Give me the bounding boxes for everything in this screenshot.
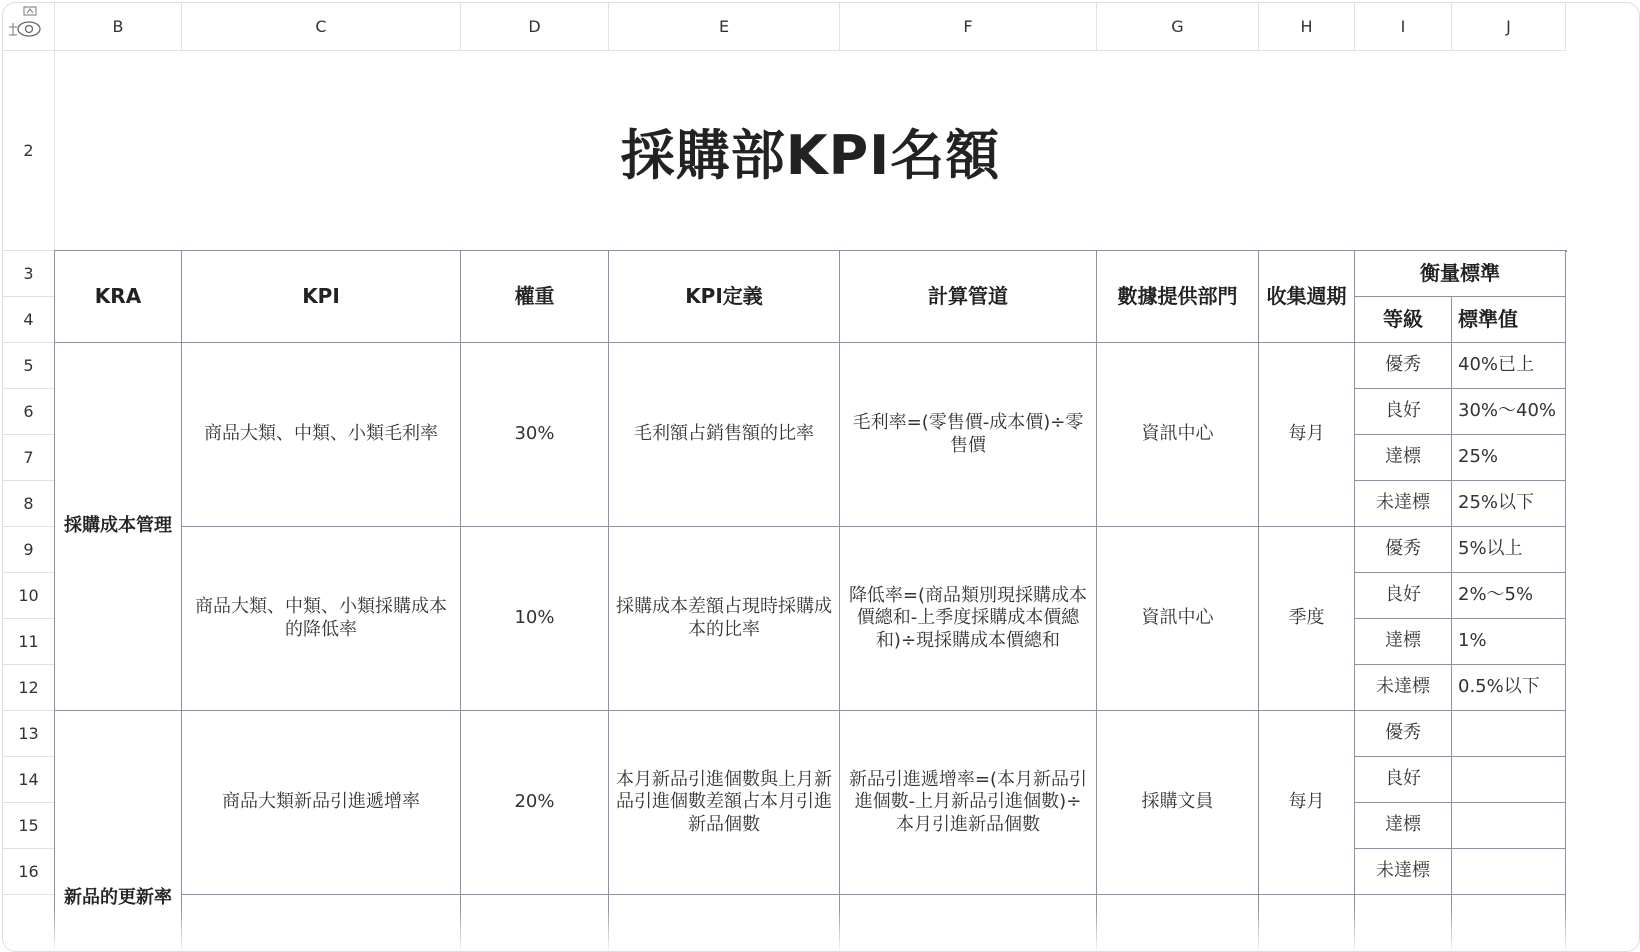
row-header-16[interactable]: 16 — [3, 849, 55, 895]
level-cell[interactable]: 達標 — [1355, 619, 1452, 665]
kpi-collect-cycle[interactable]: 每月 — [1259, 711, 1355, 895]
row-header-5[interactable]: 5 — [3, 343, 55, 389]
column-header-g[interactable]: G — [1097, 3, 1259, 51]
select-all-corner[interactable] — [3, 3, 55, 51]
kpi-collect-cycle[interactable]: 每月 — [1259, 343, 1355, 527]
standard-value-cell[interactable]: 30%～40% — [1452, 389, 1566, 435]
visibility-eye-icon[interactable] — [7, 5, 47, 45]
column-header-d[interactable]: D — [461, 3, 609, 51]
standard-value-cell[interactable]: 25%以下 — [1452, 481, 1566, 527]
kpi-weight[interactable]: 20% — [461, 711, 609, 895]
standard-value-cell[interactable]: 25% — [1452, 435, 1566, 481]
kra-procurement-cost[interactable]: 採購成本管理 — [55, 343, 182, 711]
column-header-c[interactable]: C — [182, 3, 461, 51]
kpi-name[interactable]: 商品大類、中類、小類毛利率 — [182, 343, 461, 527]
kpi-weight[interactable]: 10% — [461, 527, 609, 711]
kpi-name[interactable]: 商品大類、中類、小類採購成本的降低率 — [182, 527, 461, 711]
level-cell[interactable]: 未達標 — [1355, 481, 1452, 527]
header-kra[interactable]: KRA — [55, 251, 182, 343]
row-header-10[interactable]: 10 — [3, 573, 55, 619]
standard-value-cell[interactable] — [1452, 757, 1566, 803]
standard-value-cell[interactable] — [1452, 803, 1566, 849]
row-header-9[interactable]: 9 — [3, 527, 55, 573]
kpi-calculation[interactable]: 新品引進遞增率=(本月新品引進個數-上月新品引進個數)÷本月引進新品個數 — [840, 711, 1097, 895]
header-kpi-definition[interactable]: KPI定義 — [609, 251, 840, 343]
row-header-12[interactable]: 12 — [3, 665, 55, 711]
level-cell[interactable]: 優秀 — [1355, 527, 1452, 573]
row-header-15[interactable]: 15 — [3, 803, 55, 849]
header-calculation[interactable]: 計算管道 — [840, 251, 1097, 343]
column-header-h[interactable]: H — [1259, 3, 1355, 51]
header-standard-value[interactable]: 標準值 — [1452, 297, 1566, 343]
column-header-b[interactable]: B — [55, 3, 182, 51]
level-cell[interactable]: 優秀 — [1355, 711, 1452, 757]
kpi-definition[interactable]: 採購成本差額占現時採購成本的比率 — [609, 527, 840, 711]
header-collect-cycle[interactable]: 收集週期 — [1259, 251, 1355, 343]
row-header-8[interactable]: 8 — [3, 481, 55, 527]
level-cell[interactable]: 優秀 — [1355, 343, 1452, 389]
standard-value-cell[interactable]: 2%～5% — [1452, 573, 1566, 619]
level-cell[interactable]: 良好 — [1355, 389, 1452, 435]
kpi-name[interactable]: 商品大類新品引進遞增率 — [182, 711, 461, 895]
header-measure-standard[interactable]: 衡量標準 — [1355, 251, 1566, 297]
kpi-definition[interactable]: 毛利額占銷售額的比率 — [609, 343, 840, 527]
kpi-collect-cycle[interactable]: 季度 — [1259, 527, 1355, 711]
level-cell[interactable]: 未達標 — [1355, 849, 1452, 895]
row-header-11[interactable]: 11 — [3, 619, 55, 665]
column-header-f[interactable]: F — [840, 3, 1097, 51]
row-header-7[interactable]: 7 — [3, 435, 55, 481]
header-level[interactable]: 等級 — [1355, 297, 1452, 343]
row-header-13[interactable]: 13 — [3, 711, 55, 757]
standard-value-cell[interactable]: 5%以上 — [1452, 527, 1566, 573]
column-header-j[interactable]: J — [1452, 3, 1566, 51]
column-header-e[interactable]: E — [609, 3, 840, 51]
level-cell[interactable]: 達標 — [1355, 803, 1452, 849]
kpi-definition[interactable]: 本月新品引進個數與上月新品引進個數差額占本月引進新品個數 — [609, 711, 840, 895]
kpi-calculation[interactable]: 降低率=(商品類別現採購成本價總和-上季度採購成本價總和)÷現採購成本價總和 — [840, 527, 1097, 711]
header-data-dept[interactable]: 數據提供部門 — [1097, 251, 1259, 343]
level-cell[interactable]: 良好 — [1355, 573, 1452, 619]
standard-value-cell[interactable]: 0.5%以下 — [1452, 665, 1566, 711]
row-header-3[interactable]: 3 — [3, 251, 55, 297]
standard-value-cell[interactable] — [1452, 849, 1566, 895]
level-cell[interactable]: 良好 — [1355, 757, 1452, 803]
level-cell[interactable]: 未達標 — [1355, 665, 1452, 711]
header-weight[interactable]: 權重 — [461, 251, 609, 343]
kpi-calculation[interactable]: 毛利率=(零售價-成本價)÷零售價 — [840, 343, 1097, 527]
row-header-6[interactable]: 6 — [3, 389, 55, 435]
kra-new-product-rate[interactable]: 新品的更新率 — [55, 711, 182, 951]
level-cell[interactable]: 達標 — [1355, 435, 1452, 481]
spreadsheet — [2, 2, 1640, 952]
standard-value-cell[interactable]: 1% — [1452, 619, 1566, 665]
standard-value-cell[interactable] — [1452, 711, 1566, 757]
standard-value-cell[interactable]: 40%已上 — [1452, 343, 1566, 389]
kpi-data-dept[interactable]: 資訊中心 — [1097, 527, 1259, 711]
page-title[interactable]: 採購部KPI名額 — [620, 123, 1001, 187]
column-header-i[interactable]: I — [1355, 3, 1452, 51]
kpi-data-dept[interactable]: 資訊中心 — [1097, 343, 1259, 527]
row-header-2[interactable]: 2 — [3, 51, 55, 251]
kpi-data-dept[interactable]: 採購文員 — [1097, 711, 1259, 895]
row-header-4[interactable]: 4 — [3, 297, 55, 343]
row-header-14[interactable]: 14 — [3, 757, 55, 803]
kpi-weight[interactable]: 30% — [461, 343, 609, 527]
header-kpi[interactable]: KPI — [182, 251, 461, 343]
